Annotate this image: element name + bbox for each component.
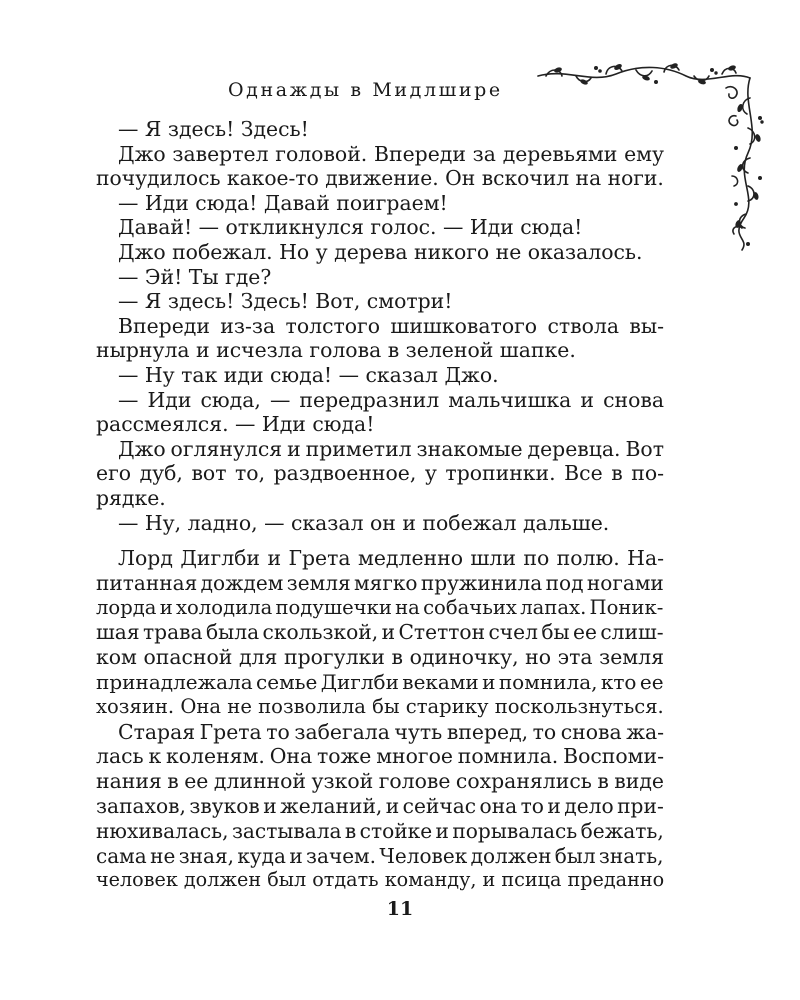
text-line: — Я здесь! Здесь!: [118, 117, 309, 141]
text-line: Впереди из-за толстого шишковатого ствола вы-: [118, 313, 664, 338]
text-line: сама не зная, куда и зачем. Человек должен был знать,: [96, 843, 664, 868]
text-line: Лорд Диглби и Грета медленно шли по полю. На-: [118, 546, 664, 570]
text-line: нюхивалась, застывала в стойке и порывалась бежать,: [96, 818, 664, 843]
text-line: — Ну так иди сюда! — сказал Джо.: [118, 363, 499, 387]
text-line: — Ну, ладно, — сказал он и побежал дальше.: [118, 510, 610, 535]
text-line: запахов, звуков и желаний, и сейчас она то и дело при-: [96, 794, 664, 818]
text-line: шая трава была скользкой, и Стеттон счел бы ее слиш-: [96, 620, 664, 645]
text-line: человек должен был отдать команду, и псица преданно: [96, 868, 665, 892]
text-line: рядке.: [96, 486, 166, 510]
text-line: хозяин. Она не позволила бы старику поскользнуться.: [96, 694, 664, 718]
text-line: — Я здесь! Здесь! Вот, смотри!: [118, 289, 453, 314]
text-line: — Иди сюда, — передразнил мальчишка и снова: [118, 387, 664, 412]
text-line: ком опасной для прогулки в одиночку, но эта земля: [96, 645, 664, 670]
text-line: питанная дождем земля мягко пружинила под ногами: [96, 570, 664, 595]
text-line: Джо побежал. Но у дерева никого не оказалось.: [118, 240, 643, 264]
text-line: нания в ее длинной узкой голове сохранялись в виде: [96, 769, 664, 794]
text-line: Старая Грета то забегала чуть вперед, то снова жа-: [118, 719, 664, 744]
text-line: Джо завертел головой. Впереди за деревьями ему: [118, 141, 664, 166]
page-number: 11: [386, 898, 414, 920]
text-line: лорда и холодила подушечки на собачьих лапах. Поник-: [96, 595, 664, 619]
text-line: его дуб, вот то, раздвоенное, у тропинки. Все в по-: [96, 461, 664, 486]
text-line: почудилось какое-то движение. Он вскочил на ноги.: [96, 166, 664, 191]
text-line: принадлежала семье Диглби веками и помнила, кто ее: [96, 670, 664, 694]
text-line: — Иди сюда! Давай поиграем!: [118, 190, 448, 215]
text-line: Давай! — откликнулся голос. — Иди сюда!: [118, 215, 583, 240]
text-line: нырнула и исчезла голова в зеленой шапке.: [96, 338, 576, 363]
text-line: — Эй! Ты где?: [118, 264, 272, 289]
text-line: рассмеялся. — Иди сюда!: [96, 412, 375, 437]
text-line: лась к коленям. Она тоже многое помнила. Воспоми-: [96, 744, 664, 769]
text-line: Джо оглянулся и приметил знакомые деревца. Вот: [118, 436, 664, 461]
running-head: Однажды в Мидлшире: [228, 79, 503, 101]
